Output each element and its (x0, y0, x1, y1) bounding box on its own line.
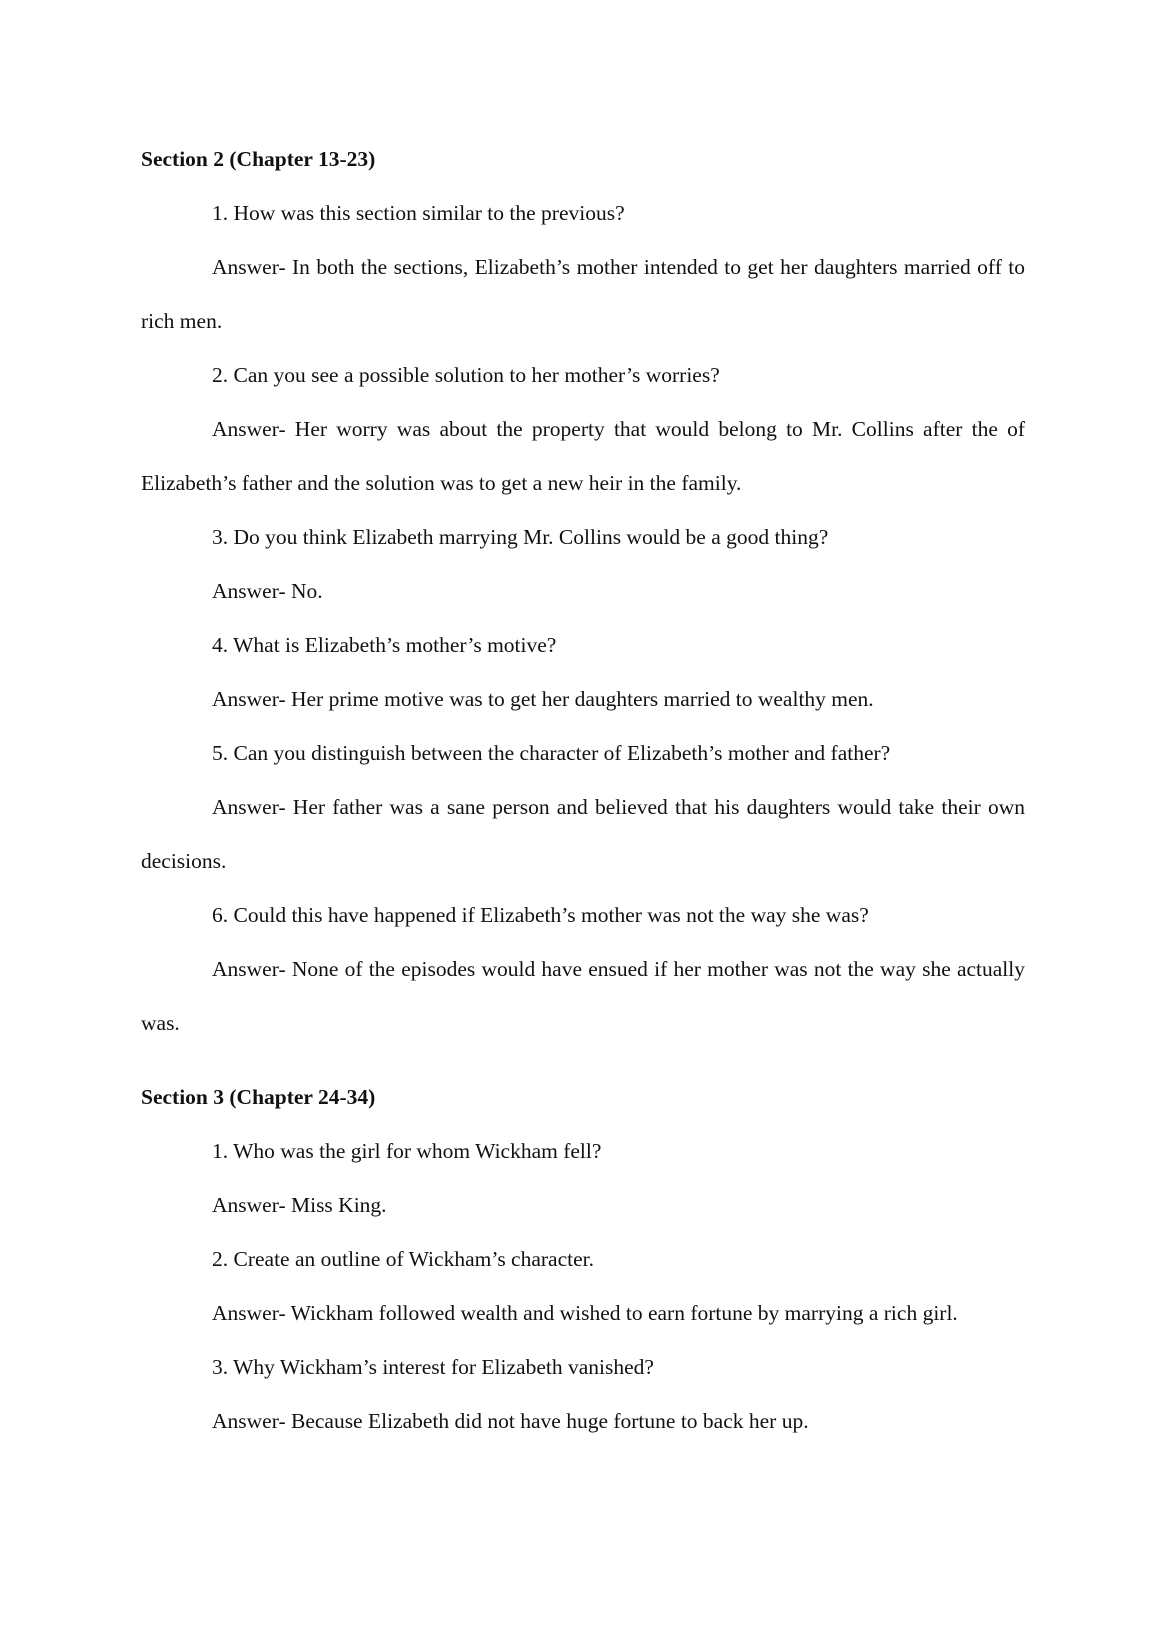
document-body (141, 132, 1025, 1448)
section-spacer (141, 1050, 1025, 1070)
section-heading: Section 2 (Chapter 13-23) (141, 147, 376, 171)
answer: Answer- In both the sections, Elizabeth’s mother intended to get her daughters married off to rich men. (141, 255, 1025, 333)
section-3 (141, 1070, 1025, 1448)
section-2 (141, 132, 1025, 1050)
question: 5. Can you distinguish between the character of Elizabeth’s mother and father? (212, 741, 891, 765)
answer: Answer- Her father was a sane person and believed that his daughters would take their own decisions. (141, 795, 1025, 873)
section-heading: Section 3 (Chapter 24-34) (141, 1085, 376, 1109)
answer: Answer- Miss King. (212, 1193, 387, 1217)
answer: Answer- Wickham followed wealth and wished to earn fortune by marrying a rich girl. (212, 1301, 958, 1325)
answer: Answer- No. (212, 579, 323, 603)
question: 2. Create an outline of Wickham’s character. (212, 1247, 595, 1271)
answer: Answer- Because Elizabeth did not have huge fortune to back her up. (212, 1409, 809, 1433)
answer: Answer- None of the episodes would have ensued if her mother was not the way she actually was. (141, 957, 1025, 1035)
question: 6. Could this have happened if Elizabeth’s mother was not the way she was? (212, 903, 869, 927)
question: 3. Why Wickham’s interest for Elizabeth vanished? (212, 1355, 654, 1379)
answer: Answer- Her worry was about the property that would belong to Mr. Collins after the of Elizabeth’s father and the solution was to get a new heir in the family. (141, 417, 1025, 495)
question: 1. Who was the girl for whom Wickham fell? (212, 1139, 602, 1163)
question: 3. Do you think Elizabeth marrying Mr. Collins would be a good thing? (212, 525, 829, 549)
question: 4. What is Elizabeth’s mother’s motive? (212, 633, 557, 657)
question: 2. Can you see a possible solution to her mother’s worries? (212, 363, 720, 387)
question: 1. How was this section similar to the previous? (212, 201, 625, 225)
answer: Answer- Her prime motive was to get her daughters married to wealthy men. (212, 687, 874, 711)
